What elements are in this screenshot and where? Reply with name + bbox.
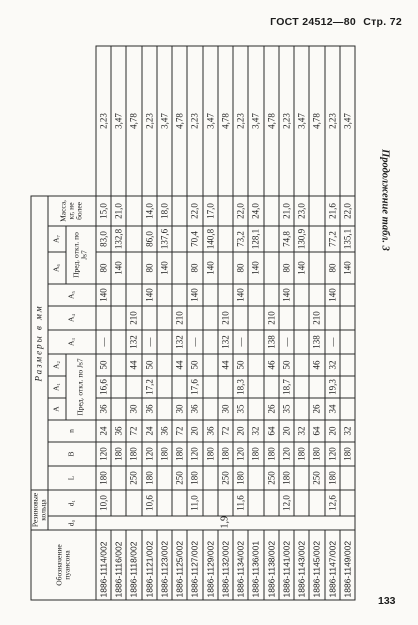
dimensions-table <box>30 45 355 600</box>
cell-A2: 44 <box>172 354 187 376</box>
cell-n: 24 <box>95 420 110 442</box>
cell-A3 <box>339 330 354 354</box>
cell-A2: 50 <box>233 354 248 376</box>
cell-A8: 21,0 <box>111 195 126 225</box>
col-sizes: Размеры в мм <box>31 195 48 489</box>
cell-A8 <box>172 195 187 225</box>
cell-A: 30 <box>126 398 141 420</box>
cell-B: 180 <box>309 442 324 466</box>
cell-m: 2,23 <box>141 46 156 196</box>
cell-L: 250 <box>263 466 278 490</box>
cell-A5 <box>172 284 187 306</box>
cell-n: 72 <box>172 420 187 442</box>
cell-A8 <box>126 195 141 225</box>
cell-A2 <box>294 354 309 376</box>
page-label: Стр. 72 <box>363 16 402 28</box>
cell-A: 26 <box>309 398 324 420</box>
cell-A7: 130,9 <box>294 226 309 252</box>
cell-A7: 73,2 <box>233 226 248 252</box>
cell-A7 <box>263 226 278 252</box>
table-continuation-caption: Продолжение табл. 3 <box>379 149 391 251</box>
cell-L: 250 <box>172 466 187 490</box>
cell-A6: 140 <box>111 252 126 284</box>
designation-cell: 1886-1125/002 <box>172 530 187 600</box>
cell-A2: 50 <box>141 354 156 376</box>
cell-A2 <box>111 354 126 376</box>
cell-L: 180 <box>324 466 339 490</box>
cell-A7: 74,8 <box>278 226 293 252</box>
cell-A6: 80 <box>233 252 248 284</box>
cell-d1 <box>263 490 278 516</box>
cell-A6 <box>309 252 324 284</box>
cell-A1: 18,7 <box>278 376 293 398</box>
col-L: L <box>47 466 95 490</box>
cell-n: 72 <box>217 420 232 442</box>
cell-L <box>294 466 309 490</box>
cell-A <box>111 398 126 420</box>
cell-A3: 138 <box>263 330 278 354</box>
cell-m: 3,47 <box>156 46 171 196</box>
cell-A1 <box>263 376 278 398</box>
cell-d1: 12,6 <box>324 490 339 516</box>
cell-m: 2,23 <box>278 46 293 196</box>
cell-A7 <box>126 226 141 252</box>
cell-A1 <box>202 376 217 398</box>
cell-n: 36 <box>202 420 217 442</box>
designation-cell: 1886-1121/002 <box>141 530 156 600</box>
cell-A4 <box>141 306 156 330</box>
cell-A: 35 <box>233 398 248 420</box>
cell-B: 180 <box>126 442 141 466</box>
designation-cell: 1886-1134/002 <box>233 530 248 600</box>
cell-A <box>156 398 171 420</box>
cell-B: 180 <box>248 442 263 466</box>
table-body <box>95 46 354 600</box>
cell-n: 72 <box>126 420 141 442</box>
cell-A4 <box>202 306 217 330</box>
cell-A1: 17,6 <box>187 376 202 398</box>
cell-m: 3,47 <box>248 46 263 196</box>
cell-B: 180 <box>156 442 171 466</box>
cell-A6: 140 <box>202 252 217 284</box>
cell-A1 <box>339 376 354 398</box>
cell-A1: 19,3 <box>324 376 339 398</box>
cell-n: 36 <box>156 420 171 442</box>
cell-A3: — <box>95 330 110 354</box>
cell-A5: 140 <box>324 284 339 306</box>
cell-A8: 22,0 <box>233 195 248 225</box>
cell-n: 36 <box>111 420 126 442</box>
cell-d1 <box>294 490 309 516</box>
cell-A4 <box>278 306 293 330</box>
cell-d1: 10,0 <box>95 490 110 516</box>
cell-A3: 132 <box>126 330 141 354</box>
cell-B: 120 <box>324 442 339 466</box>
cell-A6 <box>126 252 141 284</box>
cell-A7: 77,2 <box>324 226 339 252</box>
cell-A5: 140 <box>141 284 156 306</box>
cell-L: 180 <box>233 466 248 490</box>
designation-cell: 1886-1129/002 <box>202 530 217 600</box>
cell-A8: 15,0 <box>95 195 110 225</box>
cell-n: 32 <box>339 420 354 442</box>
col-A2: A₂ <box>47 354 65 376</box>
col-tolerance-b: Пред. откл. по Js7 <box>65 226 95 284</box>
cell-A5 <box>202 284 217 306</box>
cell-A2: 50 <box>278 354 293 376</box>
cell-A2: 50 <box>187 354 202 376</box>
cell-A8: 21,6 <box>324 195 339 225</box>
cell-A3: 132 <box>217 330 232 354</box>
cell-A6 <box>217 252 232 284</box>
cell-A7: 137,6 <box>156 226 171 252</box>
cell-A6 <box>172 252 187 284</box>
cell-A6: 140 <box>156 252 171 284</box>
cell-A3: — <box>141 330 156 354</box>
cell-A5: 140 <box>187 284 202 306</box>
col-A6: A₆ <box>47 252 65 284</box>
cell-A: 36 <box>95 398 110 420</box>
cell-A8 <box>309 195 324 225</box>
cell-A8: 22,0 <box>187 195 202 225</box>
cell-A3: 138 <box>309 330 324 354</box>
cell-m: 4,78 <box>309 46 324 196</box>
cell-A5 <box>309 284 324 306</box>
cell-B: 180 <box>217 442 232 466</box>
cell-L <box>202 466 217 490</box>
cell-A7: 70,4 <box>187 226 202 252</box>
cell-d1 <box>156 490 171 516</box>
cell-A7: 132,8 <box>111 226 126 252</box>
cell-A2 <box>248 354 263 376</box>
cell-L <box>111 466 126 490</box>
cell-A: 36 <box>187 398 202 420</box>
cell-m: 4,78 <box>172 46 187 196</box>
cell-L: 180 <box>187 466 202 490</box>
cell-B: 120 <box>278 442 293 466</box>
cell-A4: 210 <box>172 306 187 330</box>
cell-d1 <box>126 490 141 516</box>
cell-m: 2,23 <box>95 46 110 196</box>
cell-A1 <box>248 376 263 398</box>
cell-L: 180 <box>141 466 156 490</box>
cell-A5: 140 <box>95 284 110 306</box>
col-d0: d₀ <box>47 516 95 530</box>
cell-A5 <box>217 284 232 306</box>
cell-A6: 140 <box>294 252 309 284</box>
col-A1: A₁ <box>47 376 65 398</box>
cell-B: 120 <box>141 442 156 466</box>
cell-A4 <box>111 306 126 330</box>
cell-A: 35 <box>278 398 293 420</box>
cell-A4: 210 <box>217 306 232 330</box>
cell-B: 180 <box>339 442 354 466</box>
designation-cell: 1886-1138/002 <box>263 530 278 600</box>
cell-A2: 46 <box>309 354 324 376</box>
d0-cell: 1,9 <box>95 516 354 530</box>
cell-m: 2,23 <box>187 46 202 196</box>
cell-A3 <box>202 330 217 354</box>
cell-L: 180 <box>278 466 293 490</box>
designation-cell: 1886-1116/002 <box>111 530 126 600</box>
cell-A8: 14,0 <box>141 195 156 225</box>
cell-A2 <box>339 354 354 376</box>
cell-L: 250 <box>309 466 324 490</box>
cell-n: 32 <box>294 420 309 442</box>
cell-A3 <box>248 330 263 354</box>
col-designation: Обозначение пуансона <box>31 530 96 600</box>
cell-A1 <box>309 376 324 398</box>
cell-A4 <box>339 306 354 330</box>
cell-d1: 12,0 <box>278 490 293 516</box>
designation-cell: 1886-1114/002 <box>95 530 110 600</box>
cell-m: 4,78 <box>263 46 278 196</box>
cell-A1 <box>111 376 126 398</box>
cell-A7: 83,0 <box>95 226 110 252</box>
cell-A2: 44 <box>217 354 232 376</box>
table-row <box>95 46 110 600</box>
cell-A1 <box>294 376 309 398</box>
cell-A <box>202 398 217 420</box>
cell-A1: 18,3 <box>233 376 248 398</box>
designation-cell: 1886-1118/002 <box>126 530 141 600</box>
designation-cell: 1886-1123/002 <box>156 530 171 600</box>
cell-d1 <box>172 490 187 516</box>
cell-L <box>339 466 354 490</box>
cell-A8: 22,0 <box>339 195 354 225</box>
cell-n: 20 <box>278 420 293 442</box>
designation-cell: 1886-1143/002 <box>294 530 309 600</box>
cell-A2: 44 <box>126 354 141 376</box>
gost-number: ГОСТ 24512—80 <box>270 16 357 28</box>
cell-A8: 23,0 <box>294 195 309 225</box>
cell-A5: 140 <box>233 284 248 306</box>
cell-A8: 21,0 <box>278 195 293 225</box>
cell-B: 180 <box>294 442 309 466</box>
cell-A3: — <box>324 330 339 354</box>
cell-A3: 132 <box>172 330 187 354</box>
cell-A: 36 <box>141 398 156 420</box>
cell-A6: 80 <box>95 252 110 284</box>
cell-B: 180 <box>263 442 278 466</box>
cell-A2: 32 <box>324 354 339 376</box>
cell-A4 <box>294 306 309 330</box>
designation-cell: 1886-1149/002 <box>339 530 354 600</box>
cell-n: 20 <box>187 420 202 442</box>
cell-A1: 16,6 <box>95 376 110 398</box>
cell-A5 <box>126 284 141 306</box>
cell-A7: 128,1 <box>248 226 263 252</box>
cell-A4 <box>324 306 339 330</box>
cell-A4 <box>156 306 171 330</box>
cell-d1 <box>111 490 126 516</box>
cell-d1: 11,6 <box>233 490 248 516</box>
designation-cell: 1886-1145/002 <box>309 530 324 600</box>
cell-A7: 135,1 <box>339 226 354 252</box>
cell-A7: 140,8 <box>202 226 217 252</box>
cell-A6: 80 <box>324 252 339 284</box>
col-rings: Резиновые кольца <box>31 490 48 530</box>
designation-cell: 1886-1136/001 <box>248 530 263 600</box>
designation-cell: 1886-1147/002 <box>324 530 339 600</box>
cell-m: 4,78 <box>217 46 232 196</box>
col-A3: A₃ <box>47 330 95 354</box>
cell-L <box>156 466 171 490</box>
cell-A5 <box>111 284 126 306</box>
cell-A7 <box>309 226 324 252</box>
cell-m: 3,47 <box>202 46 217 196</box>
cell-A2 <box>202 354 217 376</box>
cell-A <box>294 398 309 420</box>
designation-cell: 1886-1127/002 <box>187 530 202 600</box>
cell-A7: 86,0 <box>141 226 156 252</box>
cell-A <box>248 398 263 420</box>
cell-A1 <box>156 376 171 398</box>
col-A5: A₅ <box>47 284 95 306</box>
cell-A1 <box>217 376 232 398</box>
col-d1: d₁ <box>47 490 95 516</box>
cell-A4 <box>187 306 202 330</box>
cell-A: 26 <box>263 398 278 420</box>
col-A7: A₇ <box>47 226 65 252</box>
cell-A5 <box>294 284 309 306</box>
cell-A3 <box>294 330 309 354</box>
cell-A2 <box>156 354 171 376</box>
cell-A5: 140 <box>278 284 293 306</box>
page-number: 133 <box>378 595 396 607</box>
cell-m: 2,23 <box>233 46 248 196</box>
cell-A8 <box>263 195 278 225</box>
cell-n: 64 <box>309 420 324 442</box>
cell-A1 <box>126 376 141 398</box>
cell-A6: 140 <box>248 252 263 284</box>
col-n: n <box>47 420 95 442</box>
cell-A6: 80 <box>187 252 202 284</box>
cell-A3 <box>111 330 126 354</box>
cell-A2: 50 <box>95 354 110 376</box>
col-A4: A₄ <box>47 306 95 330</box>
cell-A6: 80 <box>278 252 293 284</box>
cell-A8: 18,0 <box>156 195 171 225</box>
cell-d1 <box>217 490 232 516</box>
cell-d1 <box>202 490 217 516</box>
cell-n: 20 <box>324 420 339 442</box>
cell-A4: 210 <box>309 306 324 330</box>
col-mass: Масса, кг, не более <box>47 195 95 225</box>
cell-A1: 17,2 <box>141 376 156 398</box>
cell-m: 2,23 <box>324 46 339 196</box>
cell-A6: 140 <box>339 252 354 284</box>
cell-A5 <box>339 284 354 306</box>
cell-A6 <box>263 252 278 284</box>
cell-m: 3,47 <box>111 46 126 196</box>
cell-L: 180 <box>95 466 110 490</box>
cell-A <box>339 398 354 420</box>
cell-A8: 17,0 <box>202 195 217 225</box>
cell-A4: 210 <box>126 306 141 330</box>
cell-B: 120 <box>233 442 248 466</box>
designation-cell: 1886-1141/002 <box>278 530 293 600</box>
cell-A6: 80 <box>141 252 156 284</box>
col-B: B <box>47 442 95 466</box>
cell-A3: — <box>187 330 202 354</box>
cell-A4 <box>248 306 263 330</box>
cell-n: 20 <box>233 420 248 442</box>
cell-A8: 24,0 <box>248 195 263 225</box>
cell-d1 <box>339 490 354 516</box>
cell-A4: 210 <box>263 306 278 330</box>
cell-B: 180 <box>172 442 187 466</box>
designation-cell: 1886-1132/002 <box>217 530 232 600</box>
cell-B: 120 <box>187 442 202 466</box>
cell-A5 <box>248 284 263 306</box>
cell-d1: 11,0 <box>187 490 202 516</box>
cell-L <box>248 466 263 490</box>
cell-A4 <box>95 306 110 330</box>
cell-A5 <box>156 284 171 306</box>
cell-A7 <box>217 226 232 252</box>
cell-A: 34 <box>324 398 339 420</box>
cell-m: 4,78 <box>126 46 141 196</box>
cell-n: 32 <box>248 420 263 442</box>
cell-A5 <box>263 284 278 306</box>
cell-A4 <box>233 306 248 330</box>
cell-A2: 46 <box>263 354 278 376</box>
col-A: A <box>47 398 65 420</box>
cell-A: 30 <box>172 398 187 420</box>
cell-m: 3,47 <box>339 46 354 196</box>
cell-B: 180 <box>111 442 126 466</box>
cell-m: 3,47 <box>294 46 309 196</box>
cell-A3 <box>156 330 171 354</box>
cell-A3: — <box>233 330 248 354</box>
cell-A1 <box>172 376 187 398</box>
cell-L: 250 <box>217 466 232 490</box>
cell-A7 <box>172 226 187 252</box>
cell-L: 250 <box>126 466 141 490</box>
col-tolerance: Пред. откл. по Js7 <box>65 354 95 420</box>
cell-d1 <box>248 490 263 516</box>
cell-d1 <box>309 490 324 516</box>
cell-A: 30 <box>217 398 232 420</box>
cell-d1: 10,6 <box>141 490 156 516</box>
cell-B: 120 <box>95 442 110 466</box>
cell-B: 180 <box>202 442 217 466</box>
cell-n: 24 <box>141 420 156 442</box>
table-container <box>30 45 355 600</box>
cell-A3: — <box>278 330 293 354</box>
cell-A8 <box>217 195 232 225</box>
cell-n: 64 <box>263 420 278 442</box>
page-header <box>266 16 402 28</box>
